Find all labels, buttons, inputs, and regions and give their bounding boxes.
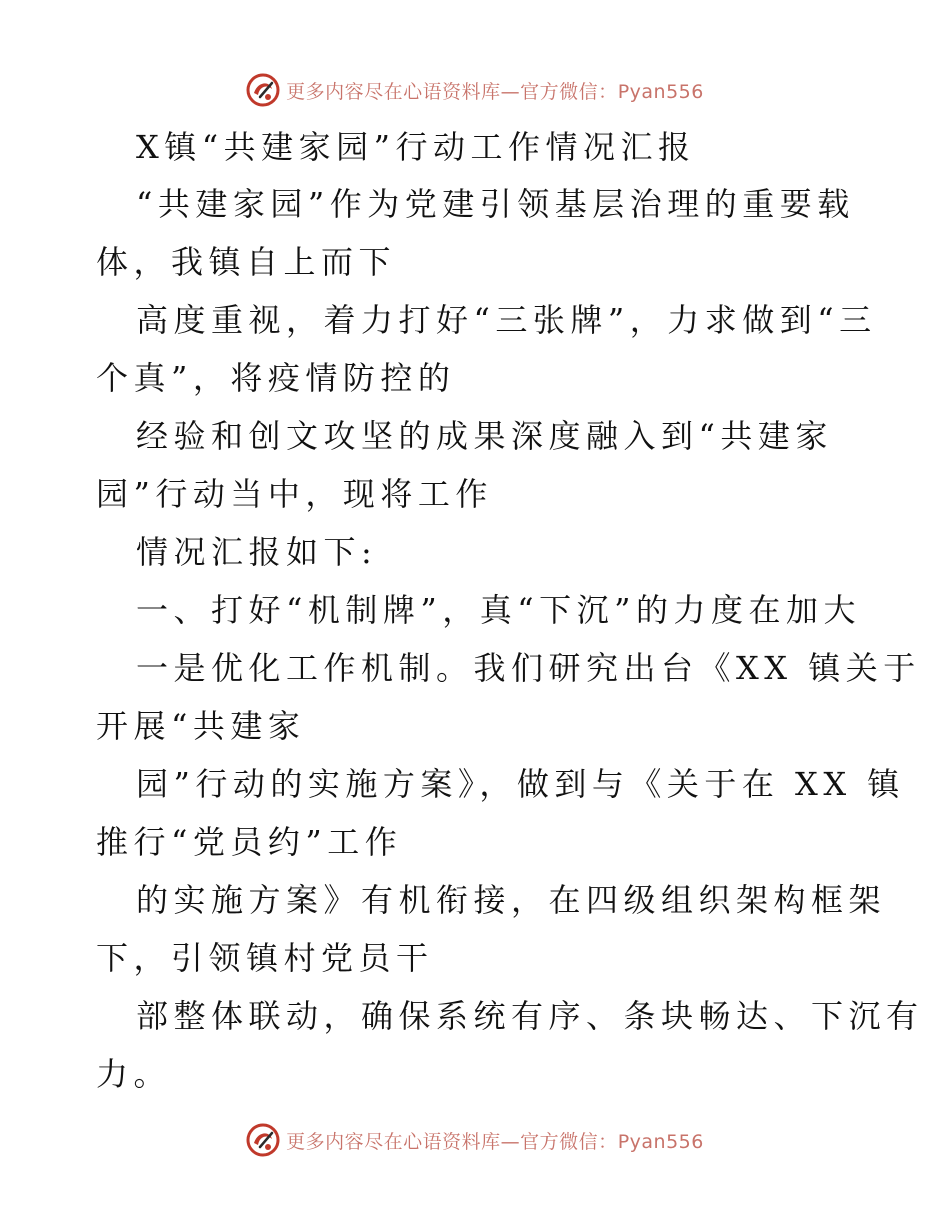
watermark-text xyxy=(286,77,704,104)
red-swirl-logo-icon xyxy=(246,1123,280,1157)
paragraph-line: 园”行动的实施方案》，做到与《关于在 XX 镇 xyxy=(136,765,905,803)
section-heading: 一、打好“机制牌”，真“下沉”的力度在加大 xyxy=(136,591,861,629)
paragraph-line: 高度重视，着力打好“三张牌”，力求做到“三 xyxy=(136,301,877,339)
paragraph-line: 一是优化工作机制。我们研究出台《XX 镇关于 xyxy=(136,649,921,687)
document-title: X镇“共建家园”行动工作情况汇报 xyxy=(136,128,696,166)
watermark-banner-top xyxy=(0,70,950,110)
paragraph-line: 情况汇报如下: xyxy=(136,533,378,571)
paragraph-line: 力。 xyxy=(96,1055,172,1093)
paragraph-line: 推行“党员约”工作 xyxy=(96,823,403,861)
paragraph-line: “共建家园”作为党建引领基层治理的重要载 xyxy=(136,185,855,223)
watermark-wechat-id: Pyan556 xyxy=(617,1130,704,1153)
watermark-wechat-id: Pyan556 xyxy=(617,80,704,103)
paragraph-line: 的实施方案》有机衔接，在四级组织架构框架 xyxy=(136,881,887,919)
watermark-separator: — xyxy=(500,1130,521,1153)
watermark-wechat-label: 官方微信： xyxy=(520,80,618,103)
watermark-text xyxy=(286,1127,704,1154)
paragraph-line: 下，引领镇村党员干 xyxy=(96,939,434,977)
red-swirl-logo-icon xyxy=(246,73,280,107)
watermark-wechat-label: 官方微信： xyxy=(520,1130,618,1153)
paragraph-line: 经验和创文攻坚的成果深度融入到“共建家 xyxy=(136,417,833,455)
paragraph-line: 园”行动当中，现将工作 xyxy=(96,475,493,513)
paragraph-line: 部整体联动，确保系统有序、条块畅达、下沉有 xyxy=(136,997,924,1035)
paragraph-line: 开展“共建家 xyxy=(96,707,306,745)
watermark-site-text: 更多内容尽在心语资料库 xyxy=(286,80,501,103)
paragraph-line: 体，我镇自上而下 xyxy=(96,243,397,281)
watermark-site-text: 更多内容尽在心语资料库 xyxy=(286,1130,501,1153)
watermark-separator: — xyxy=(500,80,521,103)
paragraph-line: 个真”，将疫情防控的 xyxy=(96,359,456,397)
watermark-banner-bottom xyxy=(0,1120,950,1160)
